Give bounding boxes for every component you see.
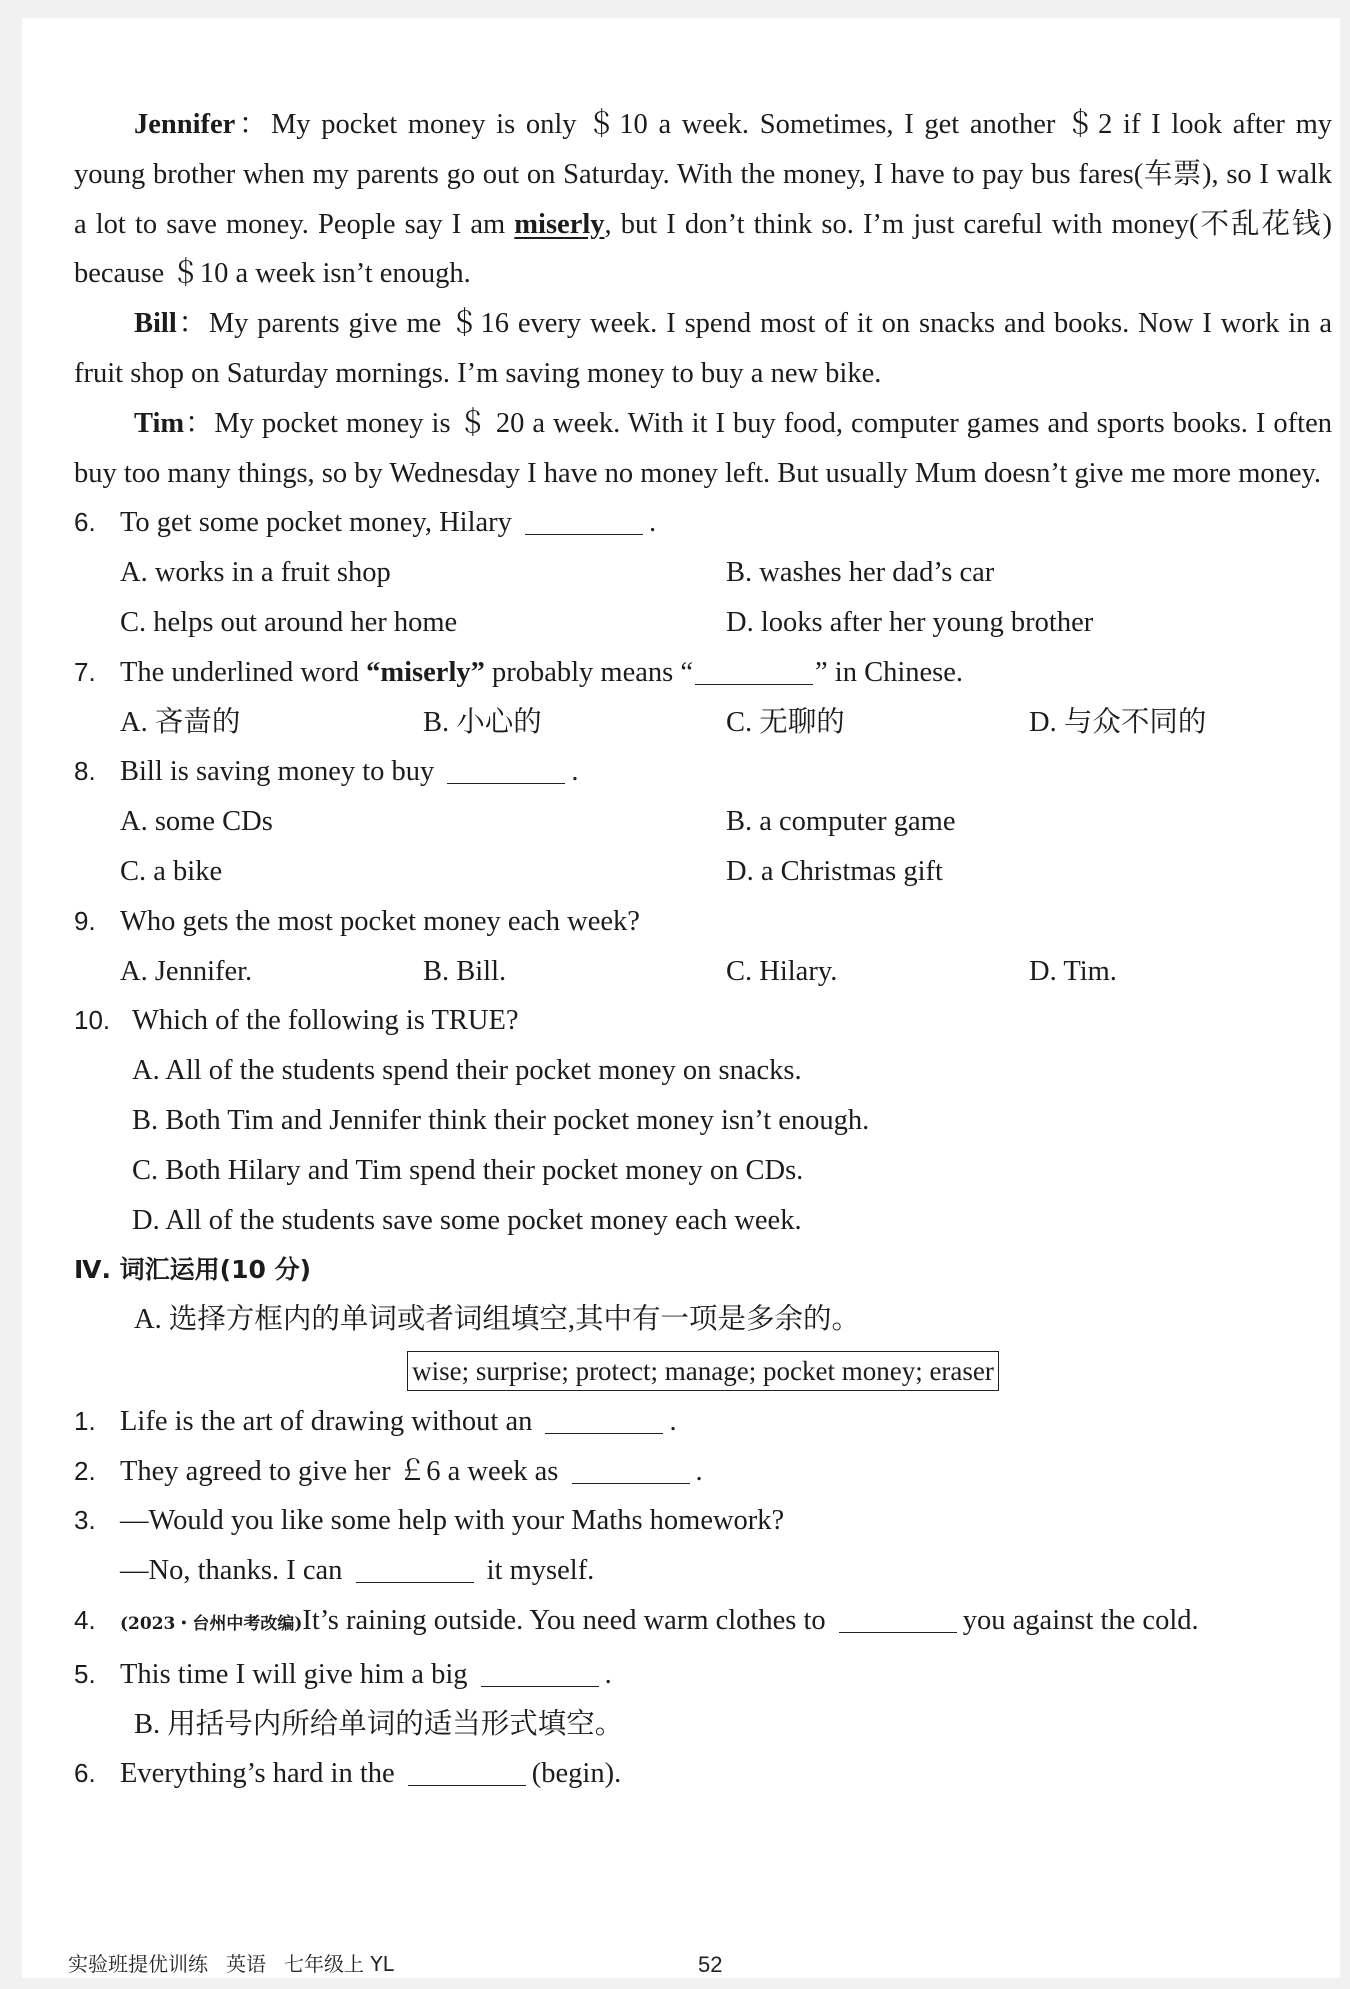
option-d[interactable]: D. Tim. [1029, 955, 1117, 987]
vocab-item-5: 5. This time I will give him a big . [74, 1650, 1332, 1700]
word-box: wise; surprise; protect; manage; pocket money; eraser [407, 1351, 999, 1391]
question-9-options [74, 947, 1332, 997]
option-d[interactable]: D. All of the students save some pocket money each week. [132, 1204, 802, 1236]
speaker-name: Tim [134, 407, 185, 439]
worksheet-page [22, 18, 1340, 1978]
answer-blank[interactable] [695, 654, 813, 685]
question-8-options-row-2 [74, 847, 1332, 897]
part-b-instruction: B. 用括号内所给单词的适当形式填空。 [134, 1708, 624, 1740]
question-number: 1. [74, 1405, 96, 1436]
answer-blank[interactable] [447, 753, 565, 784]
footer-grade: 七年级上 YL [284, 1952, 394, 1976]
question-number: 3. [74, 1505, 96, 1536]
passage-paragraph-jennifer: Jennifer：My pocket money is only ＄10 a week. Sometimes, I get another ＄2 if I look after my young brother when my parents go out on Saturday. With the money, I have to pay bus fares(车票), so I walk a lot to save money. People say I am miserly, but I don’t think so. I’m just careful with money(不乱花钱) because ＄10 a week isn’t enough. [74, 109, 1332, 290]
quoted-word: “miserly” [366, 656, 485, 688]
question-number: 9. [74, 905, 96, 936]
vocab-item-4: 4. (2023・台州中考改编)It’s raining outside. You need warm clothes to you against the cold. [74, 1596, 1332, 1650]
option-d[interactable]: D. 与众不同的 [1029, 706, 1207, 738]
question-8-options-row-1 [74, 797, 1332, 847]
speaker-name: Bill [134, 308, 177, 340]
part-a-instruction: A. 选择方框内的单词或者词组填空,其中有一项是多余的。 [134, 1304, 860, 1336]
question-6-options-row-2 [74, 598, 1332, 648]
word-box-wrapper [74, 1347, 1332, 1397]
option-b[interactable]: B. 小心的 [423, 706, 542, 738]
source-note: (2023・台州中考改编) [120, 1613, 303, 1634]
option-d[interactable]: D. looks after her young brother [726, 606, 1094, 638]
option-a[interactable]: A. All of the students spend their pocket money on snacks. [132, 1055, 802, 1087]
option-c[interactable]: C. Both Hilary and Tim spend their pocket money on CDs. [132, 1154, 804, 1186]
question-number: 6. [74, 1758, 96, 1789]
section-heading: Ⅳ. 词汇运用(10 分) [74, 1255, 312, 1285]
option-b[interactable]: B. Bill. [423, 955, 507, 987]
vocab-item-6: 6. Everything’s hard in the (begin). [74, 1749, 1332, 1799]
question-number: 6. [74, 507, 96, 538]
option-c[interactable]: C. 无聊的 [726, 706, 845, 738]
option-a[interactable]: A. some CDs [120, 806, 273, 838]
answer-blank[interactable] [545, 1403, 663, 1434]
page-number: 52 [698, 1952, 723, 1977]
option-c[interactable]: C. a bike [120, 855, 223, 887]
option-c[interactable]: C. helps out around her home [120, 606, 458, 638]
option-c[interactable]: C. Hilary. [726, 955, 838, 987]
vocab-item-2: 2. They agreed to give her ￡6 a week as . [74, 1447, 1332, 1497]
question-10-options [74, 1046, 1332, 1245]
footer-book-info [68, 1948, 412, 1977]
footer-book-title: 实验班提优训练 [68, 1952, 208, 1976]
vocab-item-1: 1. Life is the art of drawing without an . [74, 1397, 1332, 1447]
question-number: 8. [74, 756, 96, 787]
answer-blank[interactable] [572, 1453, 690, 1484]
option-a[interactable]: A. 吝啬的 [120, 706, 241, 738]
vocab-item-3-reply: —No, thanks. I can it myself. [74, 1546, 1332, 1596]
option-a[interactable]: A. works in a fruit shop [120, 557, 391, 589]
vocab-item-3: 3. —Would you like some help with your Maths homework? [74, 1496, 1332, 1546]
question-number: 5. [74, 1658, 96, 1689]
footer-subject: 英语 [226, 1952, 266, 1976]
worksheet-content [74, 100, 1332, 1799]
question-8: 8. Bill is saving money to buy . [74, 747, 1332, 797]
question-7-options [74, 698, 1332, 748]
option-a[interactable]: A. Jennifer. [120, 955, 253, 987]
option-b[interactable]: B. a computer game [726, 806, 956, 838]
question-9: 9. Who gets the most pocket money each week? [74, 897, 1332, 947]
underlined-word: miserly [514, 208, 605, 240]
answer-blank[interactable] [408, 1755, 526, 1786]
answer-blank[interactable] [356, 1552, 474, 1583]
speaker-name: Jennifer [134, 109, 236, 140]
passage-paragraph-bill: Bill：My parents give me ＄16 every week. I spend most of it on snacks and books. Now I work in a fruit shop on Saturday mornings. I’m saving money to buy a new bike. [74, 308, 1332, 389]
answer-blank[interactable] [839, 1602, 957, 1633]
option-b[interactable]: B. Both Tim and Jennifer think their pocket money isn’t enough. [132, 1104, 870, 1136]
answer-blank[interactable] [481, 1656, 599, 1687]
question-6-options-row-1 [74, 548, 1332, 598]
passage-paragraph-tim: Tim：My pocket money is ＄ 20 a week. With it I buy food, computer games and sports books. I often buy too many things, so by Wednesday I have no money left. But usually Mum doesn’t give me more money. [74, 407, 1332, 489]
question-7: 7. The underlined word “miserly” probably means “ ” in Chinese. [74, 648, 1332, 698]
option-d[interactable]: D. a Christmas gift [726, 855, 943, 887]
option-b[interactable]: B. washes her dad’s car [726, 557, 995, 589]
answer-blank[interactable] [525, 504, 643, 535]
question-number: 10. [74, 1005, 111, 1036]
question-number: 7. [74, 656, 96, 687]
question-number: 4. [74, 1604, 96, 1635]
question-number: 2. [74, 1455, 96, 1486]
question-10: 10. Which of the following is TRUE? [74, 996, 1332, 1046]
question-6: 6. To get some pocket money, Hilary . [74, 498, 1332, 548]
